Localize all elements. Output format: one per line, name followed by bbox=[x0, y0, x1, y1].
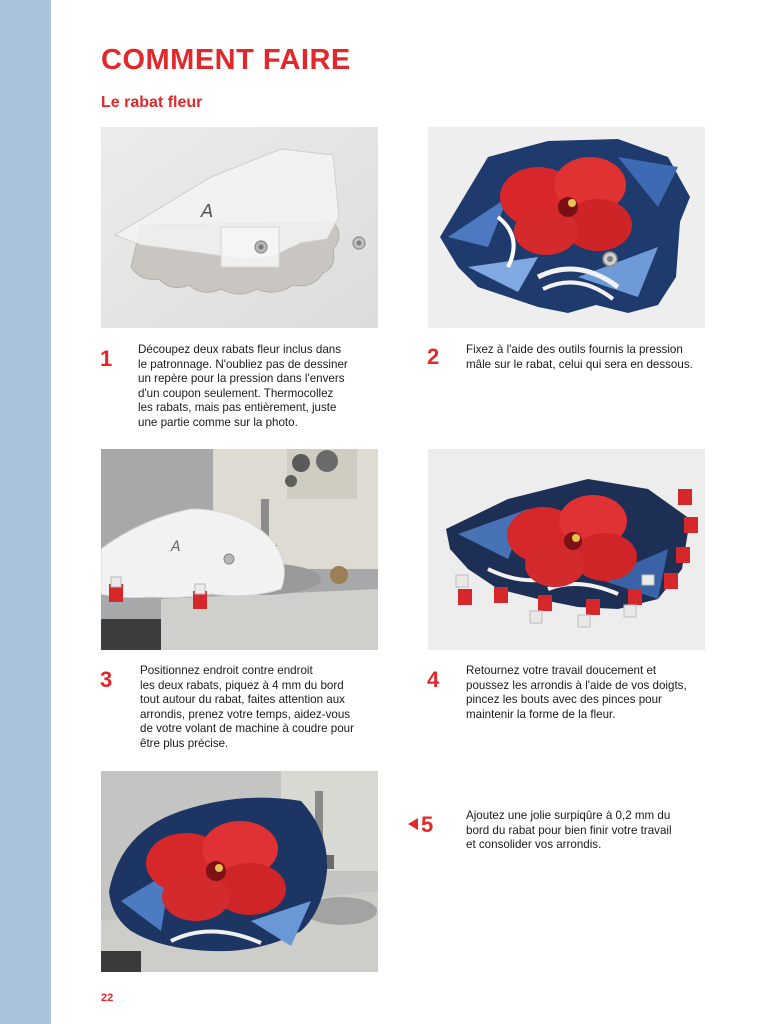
step-5-text bbox=[466, 809, 716, 853]
step-3-line: tout autour du rabat, faites attention aux bbox=[140, 693, 345, 707]
step-2-photo bbox=[428, 127, 705, 328]
step-5-line: et consolider vos arrondis. bbox=[466, 838, 602, 852]
page-number: 22 bbox=[101, 992, 114, 1004]
step-5-number-wrapper bbox=[408, 814, 433, 836]
step-3-line: arrondis, prenez votre temps, aidez-vous bbox=[140, 707, 351, 721]
step-3-number: 3 bbox=[100, 667, 113, 692]
step-1-line: une partie comme sur la photo. bbox=[138, 415, 298, 429]
step-4-photo bbox=[428, 449, 705, 650]
step-4-line: Retournez votre travail doucement et bbox=[466, 664, 657, 677]
step-1-line: d'un coupon seulement. Thermocollez bbox=[138, 386, 334, 400]
step-3-photo bbox=[101, 449, 378, 650]
step-1-photo bbox=[101, 127, 378, 328]
step-5-photo bbox=[101, 771, 378, 972]
side-color-band bbox=[0, 0, 51, 1024]
step-3-line: être plus précise. bbox=[140, 736, 229, 750]
step-3-text bbox=[140, 664, 380, 752]
step-1-number: 1 bbox=[100, 346, 113, 371]
step-4-number: 4 bbox=[427, 667, 440, 692]
step-5-number: 5 bbox=[421, 812, 434, 837]
step-5-line: bord du rabat pour bien finir votre travail bbox=[466, 823, 672, 837]
step-4-line: pincez les bouts avec des pinces pour bbox=[466, 693, 662, 707]
svg-text:A: A bbox=[171, 539, 181, 555]
step-4-line: poussez les arrondis à l'aide de vos doigts, bbox=[466, 678, 687, 692]
step-4-text bbox=[466, 664, 716, 722]
step-3-line: de votre volant de machine à coudre pour bbox=[140, 722, 354, 736]
svg-text:A: A bbox=[201, 201, 214, 222]
section-title: Le rabat fleur bbox=[101, 94, 203, 111]
step-1-line: les rabats, mais pas entièrement, juste bbox=[138, 401, 337, 415]
step-5-line: Ajoutez une jolie surpiqûre à 0,2 mm du bbox=[466, 809, 671, 822]
step-2-number: 2 bbox=[427, 344, 440, 369]
step-1-text bbox=[138, 343, 378, 431]
step-1-line: un repère pour la pression dans l'envers bbox=[138, 372, 345, 386]
step-3-line: Positionnez endroit contre endroit bbox=[140, 664, 313, 677]
step-1-line: Découpez deux rabats fleur inclus dans bbox=[138, 343, 342, 356]
step-2-text bbox=[466, 343, 716, 372]
step-3-line: les deux rabats, piquez à 4 mm du bord bbox=[140, 678, 344, 692]
page-title: COMMENT FAIRE bbox=[101, 44, 351, 76]
step-4-line: maintenir la forme de la fleur. bbox=[466, 707, 616, 721]
step-2-line: mâle sur le rabat, celui qui sera en dessous. bbox=[466, 357, 693, 371]
step-2-line: Fixez à l'aide des outils fournis la pression bbox=[466, 343, 683, 356]
left-arrow-icon bbox=[408, 818, 418, 830]
step-1-line: le patronnage. N'oubliez pas de dessiner bbox=[138, 357, 348, 371]
